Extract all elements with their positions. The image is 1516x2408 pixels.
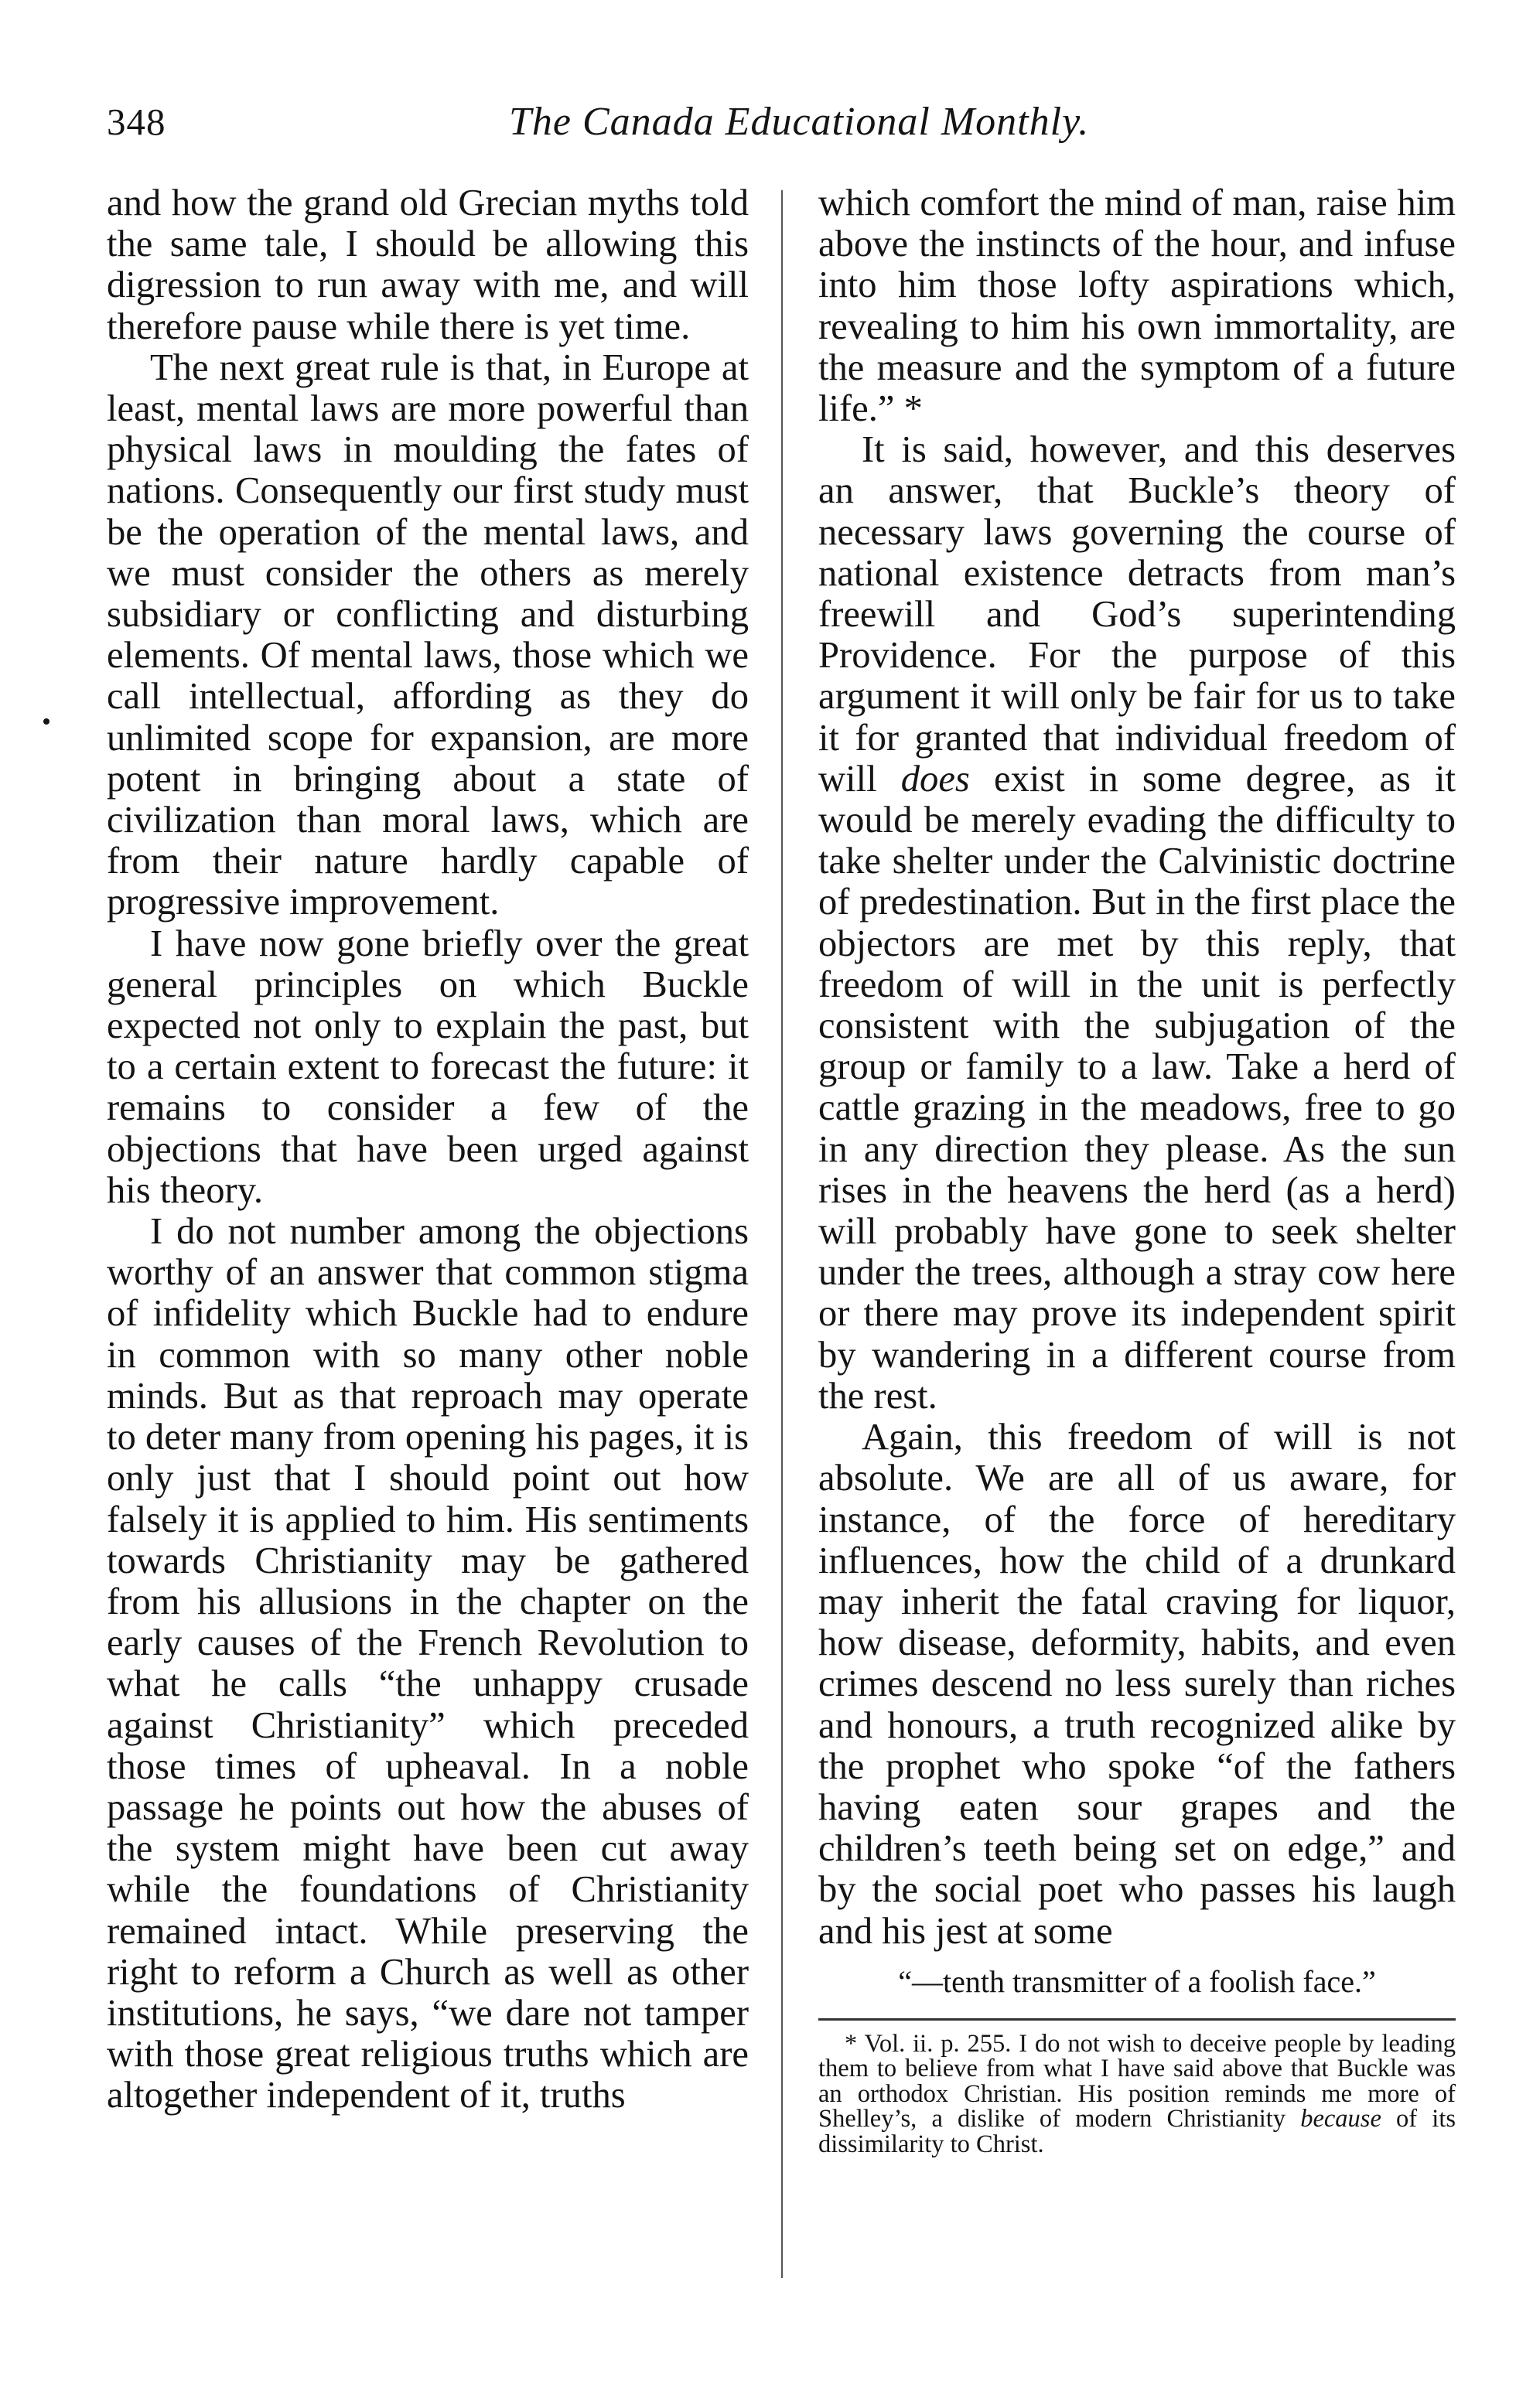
footnote: [818, 2031, 1456, 2157]
footnote-text: * Vol. ii. p. 255. I do not wish to deceive people by leading them to believe from what I have said above that Buckle was an orthodox Christian. His position reminds me more of Shelley’s, a dislike of modern Christianity: [818, 2029, 1456, 2133]
paragraph-text: exist in some degree, as it would be merely evading the difficulty to take shelter under the Calvinistic doctrine of predestination. But in the first place the objectors are met by this reply, that freedom of will in the unit is perfectly consistent with the subjugation of the group or family to a law. Take a herd of cattle grazing in the meadows, free to go in any direction they please. As the sun rises in the heavens the herd (as a herd) will probably have gone to seek shelter under the trees, although a stray cow here or there may prove its independent spirit by wandering in a different course from the rest.: [818, 757, 1456, 1417]
column-divider: [781, 190, 783, 2278]
footnote-rule: [818, 2018, 1456, 2021]
paragraph-text: It is said, however, and this deserves an answer, that Buckle’s theory of necessary laws governing the course of national existence detracts from man’s freewill and God’s superintending Providence. For the purpose of this argument it will only be fair for us to take it for granted that individual freedom of will: [818, 428, 1456, 800]
verse-quotation: “—tenth transmitter of a foolish face.”: [898, 1963, 1376, 1999]
left-column: [107, 182, 749, 2116]
paragraph-infidelity-objection: I do not number among the objections worthy of an answer that common stigma of infidelity which Buckle had to endure in common with so many other noble minds. But as that reproach may operate to deter many from opening his pages, it is only just that I should point out how falsely it is applied to him. His sentiments towards Christianity may be gathered from his allusions in the chapter on the early causes of the French Revolution to what he calls “the unhappy crusade against Christianity” which preceded those times of upheaval. In a noble passage he points out how the abuses of the system might have been cut away while the foundations of Christianity remained intact. While preserving the right to reform a Church as well as other institutions, he says, “we dare not tamper with those great religious truths which are altogether independent of it, truths: [107, 1210, 749, 2116]
paragraph-heredity: Again, this freedom of will is not absolute. We are all of us aware, for instance, of the force of hereditary influences, how the child of a drunkard may inherit the fatal craving for liquor, how disease, deformity, habits, and even crimes descend no less surely than riches and honours, a truth recognized alike by the prophet who spoke “of the fathers having eaten sour grapes and the children’s teeth being set on edge,” and by the social poet who passes his laugh and his jest at some: [818, 1416, 1456, 1952]
right-column: [818, 182, 1456, 2157]
page-number: 348: [107, 101, 166, 143]
emphasis-does: does: [900, 757, 970, 800]
stray-ink-dot: [43, 718, 50, 725]
paragraph-quote-continued: which comfort the mind of man, raise him above the instincts of the hour, and infuse into him those lofty aspirations which, revealing to him his own immortality, are the measure and the symptom of a future life.” *: [818, 182, 1456, 430]
paragraph-general-principles: I have now gone briefly over the great general principles on which Buckle expected not only to explain the past, but to a certain extent to forecast the future: it remains to consider a few of the objections that have been urged against his theory.: [107, 922, 749, 1211]
paragraph-mental-laws: The next great rule is that, in Europe at least, mental laws are more powerful than physical laws in moulding the fates of nations. Consequently our first study must be the operation of the mental laws, and we must consider the others as merely subsidiary or conflicting and disturbing elements. Of mental laws, those which we call intellectual, affording as they do unlimited scope for expansion, are more potent in bringing about a state of civilization than moral laws, which are from their nature hardly capable of progressive improvement.: [107, 346, 749, 923]
paragraph-freewill-objection: [818, 429, 1456, 1417]
journal-title: The Canada Educational Monthly.: [509, 100, 1090, 144]
emphasis-because: because: [1300, 2105, 1381, 2133]
footnote-text: of its dissimilarity to Christ.: [818, 2105, 1456, 2158]
paragraph-continued: and how the grand old Grecian myths told the same tale, I should be allowing this digression to run away with me, and will therefore pause while there is yet time.: [107, 182, 749, 347]
running-head: [107, 91, 1453, 153]
